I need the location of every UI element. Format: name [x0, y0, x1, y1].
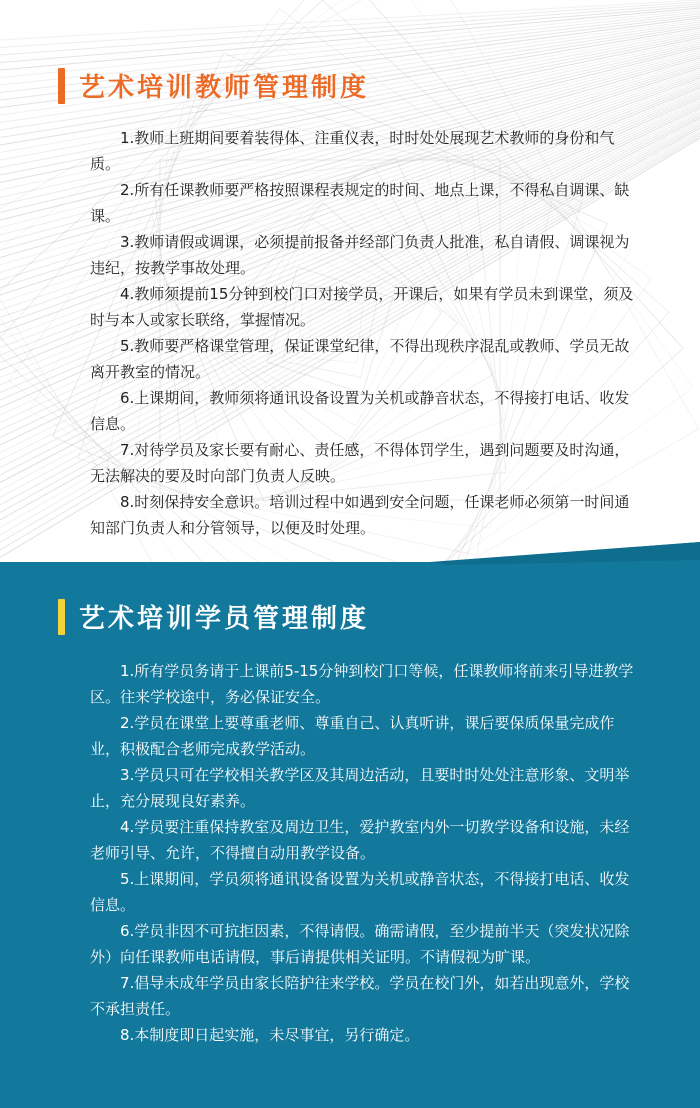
student-rules-list: [90, 658, 642, 1048]
student-section-title: 艺术培训学员管理制度: [79, 604, 370, 634]
rule-item: 6.上课期间，教师须将通讯设备设置为关机或静音状态，不得接打电话、收发信息。: [90, 389, 630, 433]
rule-item: 7.对待学员及家长要有耐心、责任感，不得体罚学生，遇到问题要及时沟通，无法解决的要及时向部门负责人反映。: [90, 441, 630, 485]
rule-item: 8.时刻保持安全意识。培训过程中如遇到安全问题，任课老师必须第一时间通知部门负责人和分管领导，以便及时处理。: [90, 493, 630, 537]
rule-item: 7.倡导未成年学员由家长陪护往来学校。学员在校门外，如若出现意外，学校不承担责任。: [90, 974, 630, 1018]
rule-item: 4.教师须提前15分钟到校门口对接学员，开课后，如果有学员未到课堂，须及时与本人或家长联络，掌握情况。: [90, 285, 634, 329]
student-rules-section: [0, 570, 700, 1108]
title-accent-bar: [58, 599, 65, 635]
rule-item: 4.学员要注重保持教室及周边卫生，爱护教室内外一切教学设备和设施，未经老师引导、允许，不得擅自动用教学设备。: [90, 818, 630, 862]
student-title-block: [58, 598, 369, 635]
rule-item: 1.所有学员务请于上课前5-15分钟到校门口等候，任课教师将前来引导进教学区。往来学校途中，务必保证安全。: [90, 662, 634, 706]
rule-item: 1.教师上班期间要着装得体、注重仪表，时时处处展现艺术教师的身份和气质。: [90, 129, 615, 173]
rule-item: 3.学员只可在学校相关教学区及其周边活动，且要时时处处注意形象、文明举止，充分展现良好素养。: [90, 766, 630, 810]
teacher-section-title: 艺术培训教师管理制度: [79, 73, 370, 103]
teacher-title-block: [58, 67, 369, 104]
rule-item: 5.上课期间，学员须将通讯设备设置为关机或静音状态，不得接打电话、收发信息。: [90, 870, 630, 914]
title-accent-bar: [58, 68, 65, 104]
rule-item: 5.教师要严格课堂管理，保证课堂纪律，不得出现秩序混乱或教师、学员无故离开教室的情况。: [90, 337, 630, 381]
rule-item: 6.学员非因不可抗拒因素，不得请假。确需请假，至少提前半天（突发状况除外）向任课教师电话请假，事后请提供相关证明。不请假视为旷课。: [90, 922, 630, 966]
rule-item: 8.本制度即日起实施，未尽事宜，另行确定。: [120, 1026, 420, 1044]
teacher-rules-list: [90, 125, 642, 541]
rule-item: 3.教师请假或调课，必须提前报备并经部门负责人批准，私自请假、调课视为违纪，按教学事故处理。: [90, 233, 630, 277]
rule-item: 2.所有任课教师要严格按照课程表规定的时间、地点上课，不得私自调课、缺课。: [90, 181, 630, 225]
rule-item: 2.学员在课堂上要尊重老师、尊重自己、认真听讲，课后要保质保量完成作业，积极配合老师完成教学活动。: [90, 714, 615, 758]
